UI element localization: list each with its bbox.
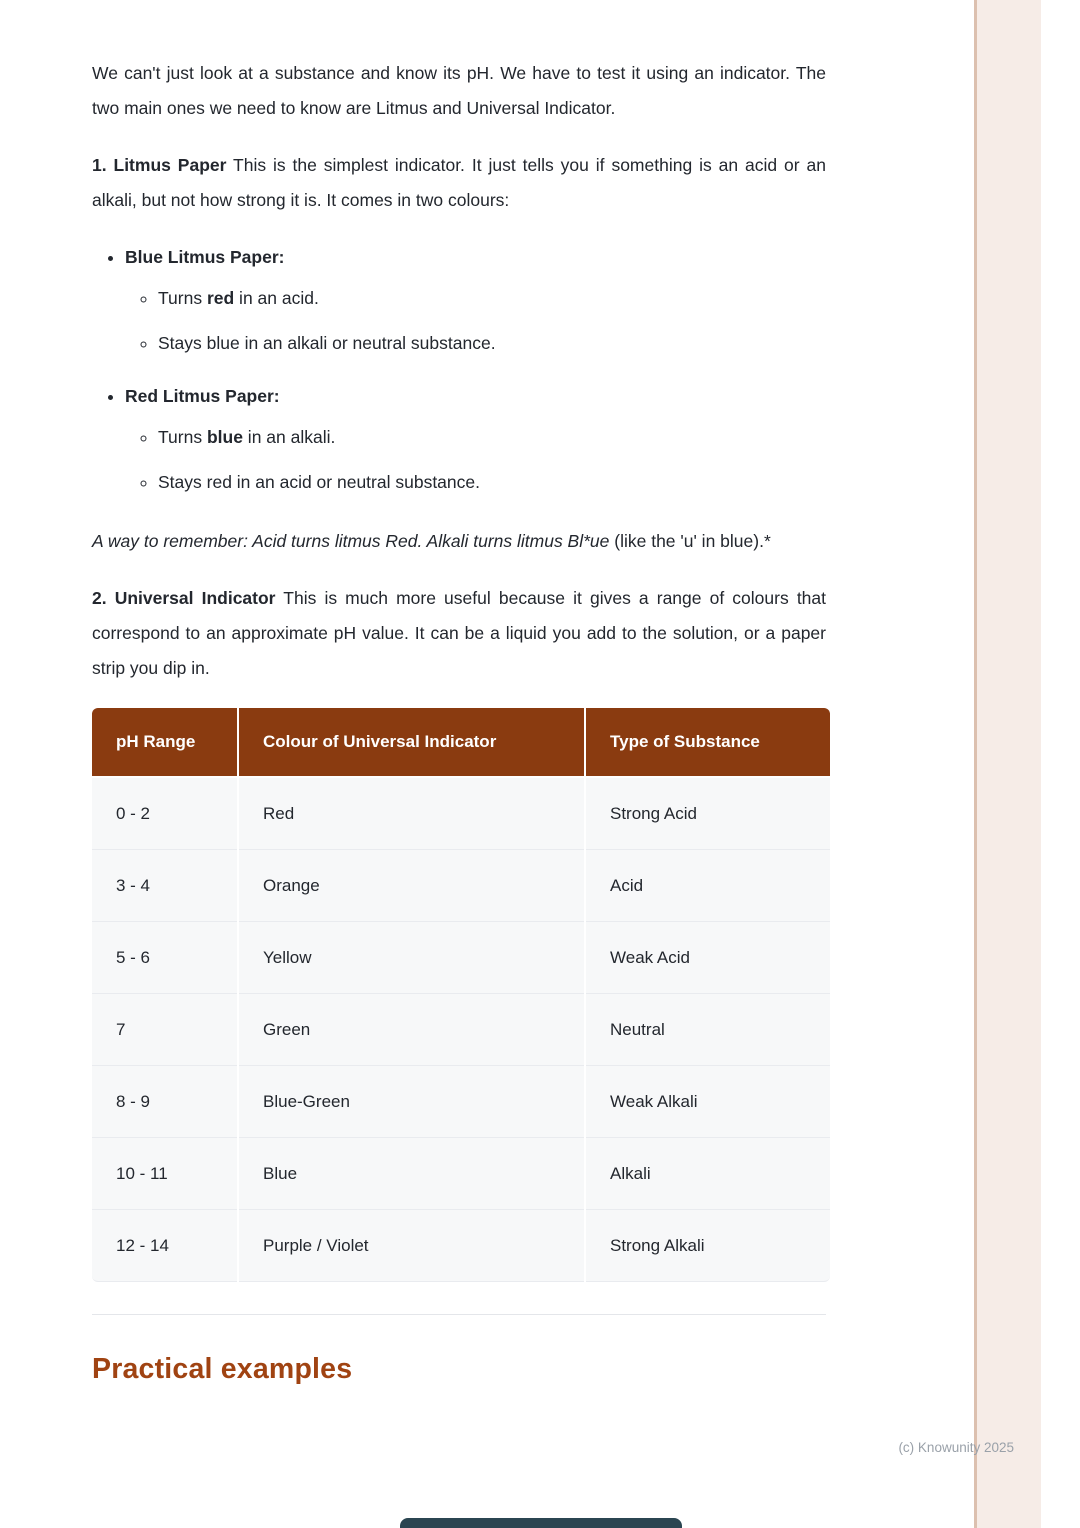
table-header-cell: Colour of Universal Indicator: [239, 708, 584, 778]
table-cell: 7: [92, 994, 237, 1066]
red-litmus-sublist: [125, 420, 826, 500]
table-cell: Alkali: [586, 1138, 830, 1210]
table-cell: Strong Acid: [586, 778, 830, 850]
table-cell: 5 - 6: [92, 922, 237, 994]
sub-text-bold: red: [206, 288, 235, 308]
table-cell: Neutral: [586, 994, 830, 1066]
sub-text-bold: blue: [206, 427, 243, 447]
mnemonic-italic: A way to remember: Acid turns litmus Red. Alkali turns litmus Bl*ue: [92, 531, 610, 551]
sub-list-item: [158, 420, 826, 455]
table-cell: Strong Alkali: [586, 1210, 830, 1282]
table-cell: Weak Alkali: [586, 1066, 830, 1138]
intro-paragraph: We can't just look at a substance and know its pH. We have to test it using an indicator. The two main ones we need to know are Litmus and Universal Indicator.: [92, 63, 826, 118]
copyright-text: (c) Knowunity 2025: [898, 1440, 1014, 1455]
litmus-heading-rest: This is the simplest indicator. It just tells you if something is an acid or an alkali, but not how strong it is. It comes in two colours:: [92, 155, 826, 210]
page-edge-decoration: [977, 0, 1041, 1528]
table-cell: 12 - 14: [92, 1210, 237, 1282]
sub-text-post: in an alkali.: [242, 427, 336, 447]
sub-text-post: in an acid.: [234, 288, 319, 308]
bottom-partial-element: [400, 1518, 682, 1528]
mnemonic-paragraph: [92, 524, 826, 559]
sub-list-item: [158, 465, 826, 500]
table-cell: Yellow: [239, 922, 584, 994]
table-cell: 0 - 2: [92, 778, 237, 850]
table-cell: Red: [239, 778, 584, 850]
universal-heading-rest: This is much more useful because it gives a range of colours that correspond to an approximate pH value. It can be a liquid you add to the solution, or a paper strip you dip in.: [92, 588, 827, 678]
document-content: [92, 0, 826, 1386]
table-cell: Purple / Violet: [239, 1210, 584, 1282]
table-header-cell: Type of Substance: [586, 708, 830, 778]
sub-text-pre: Turns: [158, 288, 207, 308]
table-cell: Acid: [586, 850, 830, 922]
practical-examples-heading: Practical examples: [92, 1353, 353, 1385]
table-cell: 8 - 9: [92, 1066, 237, 1138]
table-cell: Weak Acid: [586, 922, 830, 994]
litmus-paragraph: [92, 148, 826, 218]
ph-indicator-table: [92, 708, 826, 1282]
sub-text-pre: Stays blue in an alkali or neutral substance.: [158, 333, 496, 353]
sub-text-pre: Stays red in an acid or neutral substance.: [158, 472, 480, 492]
table-cell: 3 - 4: [92, 850, 237, 922]
list-item-blue-litmus: [125, 240, 826, 361]
table-header-cell: pH Range: [92, 708, 237, 778]
list-item-red-litmus: [125, 379, 826, 500]
section-divider: [92, 1314, 826, 1315]
universal-paragraph: [92, 581, 826, 686]
bullet-title: Red Litmus Paper:: [125, 386, 280, 406]
sub-list-item: [158, 281, 826, 316]
litmus-bullet-list: [92, 240, 826, 500]
bullet-title: Blue Litmus Paper:: [125, 247, 285, 267]
litmus-heading: 1. Litmus Paper: [92, 155, 227, 175]
mnemonic-regular: (like the 'u' in blue).*: [609, 531, 771, 551]
blue-litmus-sublist: [125, 281, 826, 361]
universal-heading: 2. Universal Indicator: [92, 588, 276, 608]
table-cell: Blue: [239, 1138, 584, 1210]
sub-list-item: [158, 326, 826, 361]
table-cell: 10 - 11: [92, 1138, 237, 1210]
table-cell: Blue-Green: [239, 1066, 584, 1138]
table-cell: Orange: [239, 850, 584, 922]
table-cell: Green: [239, 994, 584, 1066]
sub-text-pre: Turns: [158, 427, 207, 447]
